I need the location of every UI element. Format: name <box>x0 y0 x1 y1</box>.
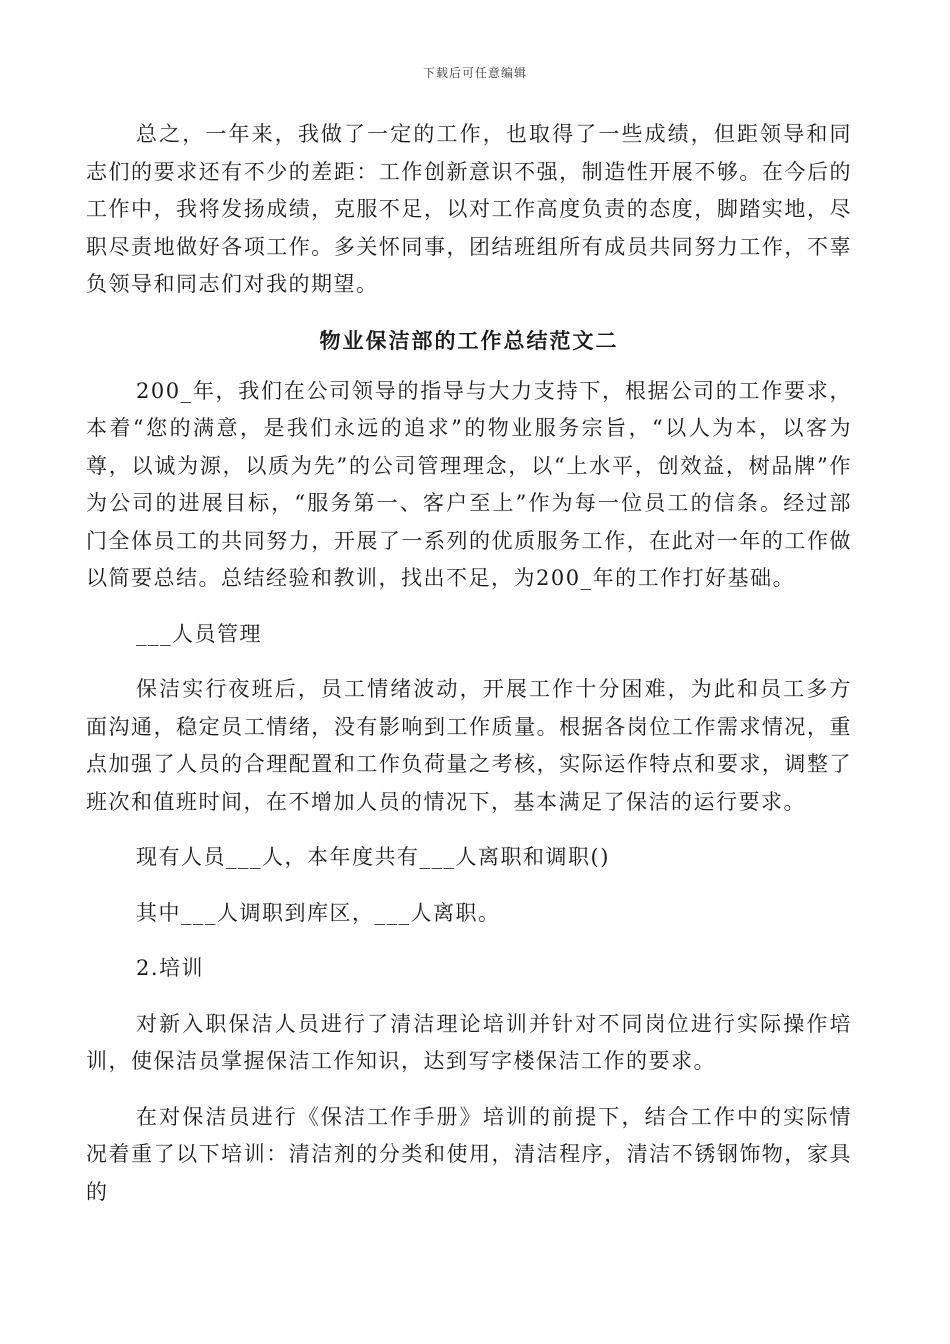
header-note: 下载后可任意编辑 <box>422 66 527 80</box>
paragraph-staff-transfer: 其中___人调职到库区，___人离职。 <box>136 900 501 925</box>
paragraph-heading-training: 2.培训 <box>136 956 205 980</box>
document-body <box>86 116 852 1229</box>
paragraph-intro: 200_年，我们在公司领导的指导与大力支持下，根据公司的工作要求，本着“您的满意，是我们永远的追求”的物业服务宗旨，“以人为本，以客为尊，以诚为源，以质为先”的公司管理理念，以“上水平，创效益，树品牌”作为公司的进展目标，“服务第一、客户至上”作为每一位员工的信条。经过部门全体员工的共同努力，开展了一系列的优质服务工作，在此对一年的工作做以简要总结。总结经验和教训，找出不足，为200_年的工作打好基础。 <box>86 378 852 590</box>
paragraph-staff-management: 保洁实行夜班后，员工情绪波动，开展工作十分困难，为此和员工多方面沟通，稳定员工情绪，没有影响到工作质量。根据各岗位工作需求情况，重点加强了人员的合理配置和工作负荷量之考核，实际运作特点和要求，调整了班次和值班时间，在不增加人员的情况下，基本满足了保洁的运行要求。 <box>86 677 852 814</box>
paragraph-training-new: 对新入职保洁人员进行了清洁理论培训并针对不同岗位进行实际操作培训，使保洁员掌握保洁工作知识，达到写字楼保洁工作的要求。 <box>86 1011 852 1073</box>
paragraph-training-manual: 在对保洁员进行《保洁工作手册》培训的前提下，结合工作中的实际情况着重了以下培训：清洁剂的分类和使用，清洁程序，清洁不锈钢饰物，家具的 <box>86 1104 852 1204</box>
paragraph-staff-count: 现有人员___人，本年度共有___人离职和调职() <box>136 845 610 869</box>
section-title: 物业保洁部的工作总结范文二 <box>319 327 619 353</box>
paragraph-summary: 总之，一年来，我做了一定的工作，也取得了一些成绩，但距领导和同志们的要求还有不少的差距：工作创新意识不强，制造性开展不够。在今后的工作中，我将发扬成绩，克服不足，以对工作高度负责的态度，脚踏实地，尽职尽责地做好各项工作。多关怀同事，团结班组所有成员共同努力工作，不辜负领导和同志们对我的期望。 <box>86 122 852 296</box>
paragraph-heading-staff: ___人员管理 <box>136 621 262 646</box>
